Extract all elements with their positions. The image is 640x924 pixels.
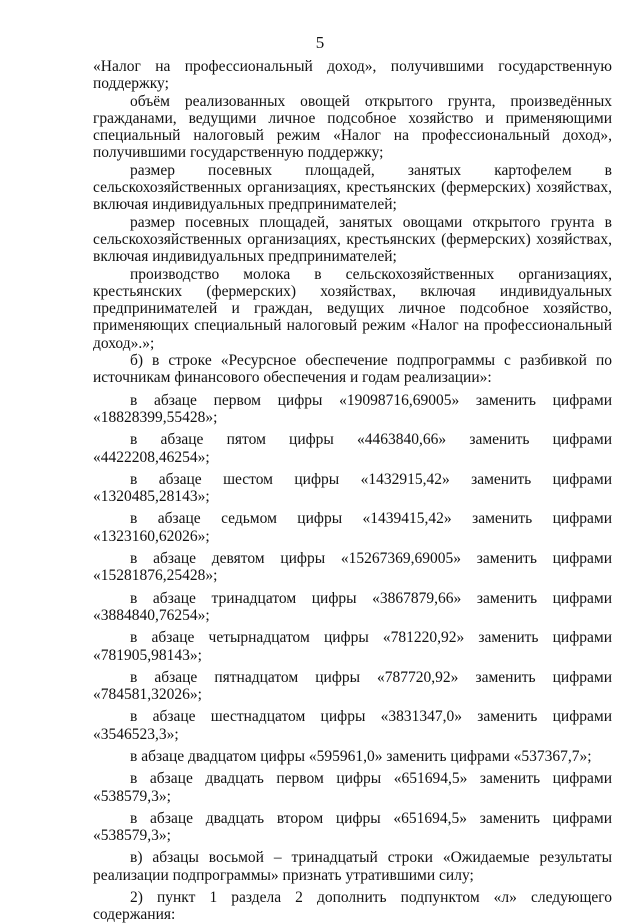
amendment-item: в абзаце четырнадцатом цифры «781220,92» заменить цифрами «781905,98143»; <box>93 629 612 664</box>
amendment-item: в абзаце шестнадцатом цифры «3831347,0» заменить цифрами «3546523,3»; <box>93 708 612 743</box>
paragraph: объём реализованных овощей открытого грунта, произведённых гражданами, ведущими личное подсобное хозяйство и применяющими специальный налоговый режим «Налог на профессиональный доход», получившими государственную поддержку; <box>93 92 612 162</box>
amendment-item: в абзаце девятом цифры «15267369,69005» заменить цифрами «15281876,25428»; <box>93 550 612 585</box>
page-number: 5 <box>315 33 325 52</box>
amendment-item: в абзаце двадцать втором цифры «651694,5» заменить цифрами «538579,3»; <box>93 809 612 845</box>
paragraph: размер посевных площадей, занятых овощами открытого грунта в сельскохозяйственных организациях, крестьянских (фермерских) хозяйствах, включая индивидуальных предпринимателей; <box>93 213 612 266</box>
paragraph: размер посевных площадей, занятых картофелем в сельскохозяйственных организациях, крестьянских (фермерских) хозяйствах, включая индивидуальных предпринимателей; <box>93 161 612 214</box>
amendment-item: в абзаце пятом цифры «4463840,66» заменить цифрами «4422208,46254»; <box>93 431 612 466</box>
paragraph: б) в строке «Ресурсное обеспечение подпрограммы с разбивкой по источникам финансового обеспечения и годам реализации»: <box>93 352 612 387</box>
paragraph: производство молока в сельскохозяйственных организациях, крестьянских (фермерских) хозяйствах, включая индивидуальных предпринимателей и граждан, ведущих личное подсобное хозяйство, применяющих специальный налоговый режим «Налог на профессиональный доход».»; <box>93 265 612 352</box>
document-body <box>93 58 612 924</box>
amendment-item: в абзаце первом цифры «19098716,69005» заменить цифрами «18828399,55428»; <box>93 391 612 426</box>
amendment-item: в абзаце двадцать первом цифры «651694,5» заменить цифрами «538579,3»; <box>93 770 612 805</box>
paragraph: в) абзацы восьмой – тринадцатый строки «Ожидаемые результаты реализации подпрограммы» признать утратившими силу; <box>93 849 612 884</box>
amendment-item: в абзаце двадцатом цифры «595961,0» заменить цифрами «537367,7»; <box>130 747 592 765</box>
paragraph: 2) пункт 1 раздела 2 дополнить подпунктом «л» следующего содержания: <box>93 889 612 924</box>
paragraph: «Налог на профессиональный доход», получившими государственную поддержку; <box>93 58 612 93</box>
amendment-item: в абзаце пятнадцатом цифры «787720,92» заменить цифрами «784581,32026»; <box>93 668 612 704</box>
amendment-item: в абзаце тринадцатом цифры «3867879,66» заменить цифрами «3884840,76254»; <box>93 589 612 624</box>
amendment-item: в абзаце шестом цифры «1432915,42» заменить цифрами «1320485,28143»; <box>93 470 612 506</box>
amendment-item: в абзаце седьмом цифры «1439415,42» заменить цифрами «1323160,62026»; <box>93 510 612 545</box>
